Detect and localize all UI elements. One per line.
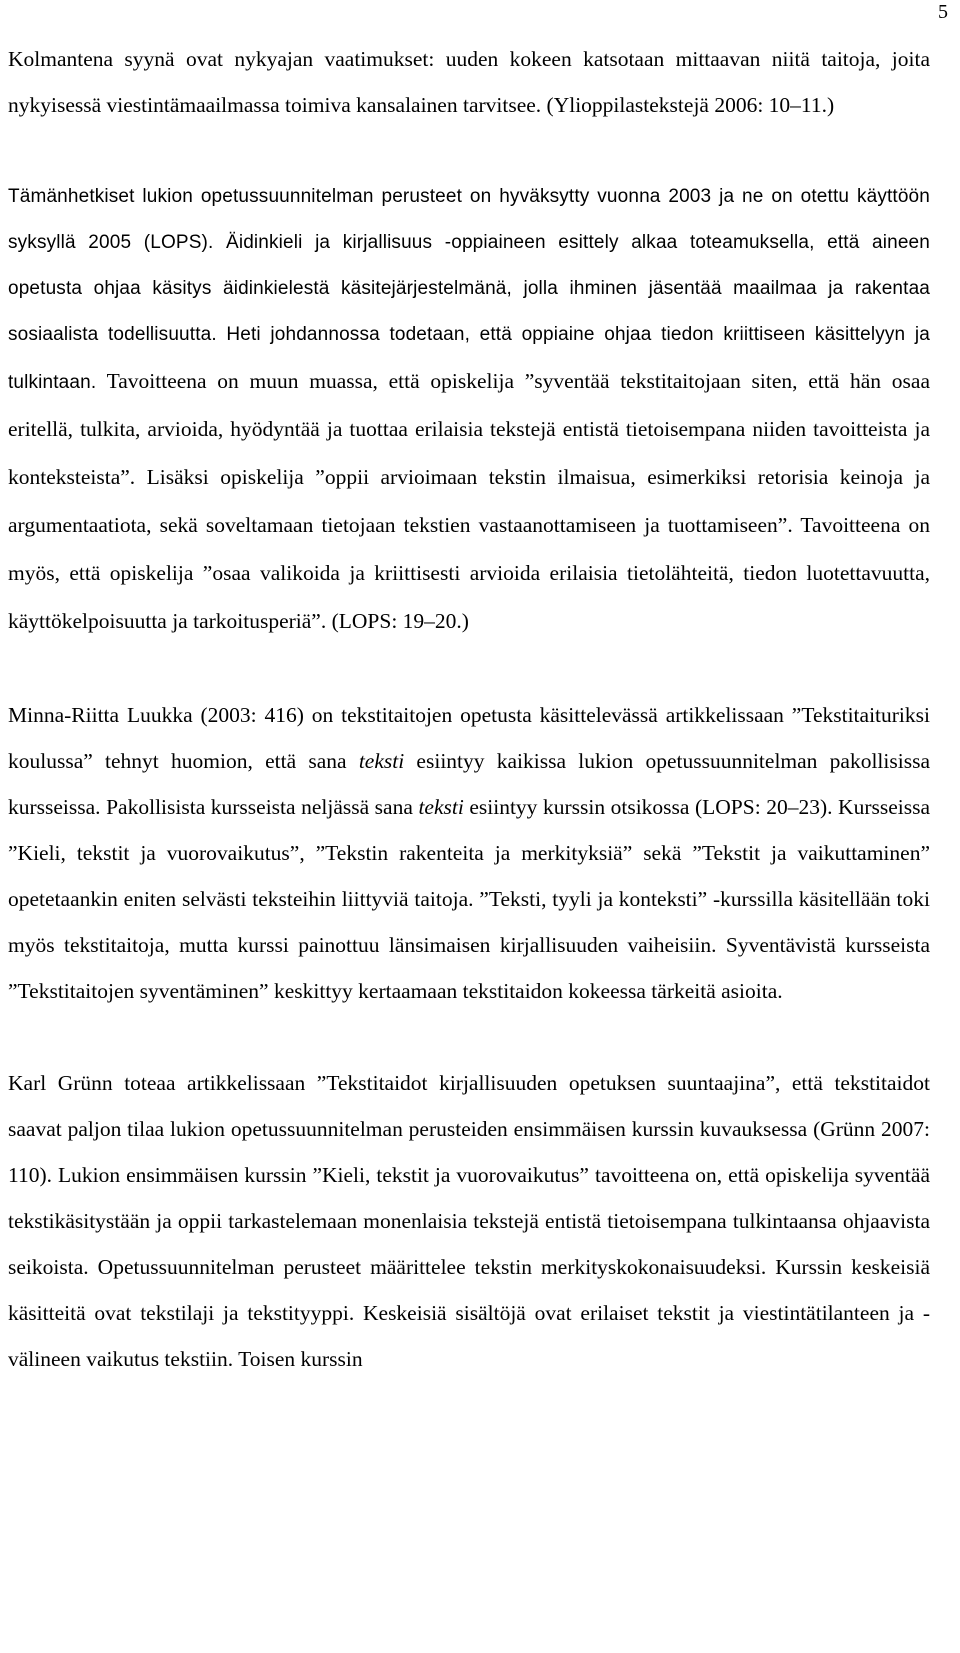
paragraph-2-serif-text: Tavoitteena on muun muassa, että opiskelija ”syventää tekstitaitojaan siten, että hän osaa eritellä, tulkita, arvioida, hyödyntää ja tuottaa erilaisia tekstejä entistä tietoisempana niiden tavoitteista ja konteksteista”. Lisäksi opiskelija ”oppii arvioimaan tekstin ilmaisua, esimerkiksi retorisia keinoja ja argumentaatiota, sekä soveltamaan tietojaan tekstien vastaanottamiseen ja tuottamiseen”. Tavoitteena on myös, että opiskelija ”osaa valikoida ja kriittisesti arvioida erilaisia tietolähteitä, tiedon luotettavuutta, käyttökelpoisuutta ja tarkoitusperiä”. (LOPS: 19–20.) xyxy=(8,369,930,633)
paragraph-3-italic-term-1: teksti xyxy=(358,749,405,773)
paragraph-2-sans-text: Tämänhetkiset lukion opetussuunnitelman perusteet on hyväksytty vuonna 2003 ja ne on otettu käyttöön syksyllä 2005 (LOPS). Äidinkieli ja kirjallisuus -oppiaineen esittely alkaa toteamuksella, että aineen opetusta ohjaa käsitys äidinkielestä käsitejärjestelmänä, jolla ihminen jäsentää maailmaa ja rakentaa sosiaalista todellisuutta. Heti johdannossa todetaan, että oppiaine ohjaa tiedon kriittiseen käsittelyyn ja tulkintaan. xyxy=(8,186,930,393)
document-body xyxy=(8,36,930,1428)
page-number: 5 xyxy=(938,1,948,23)
paragraph-3-text-3: esiintyy kurssin otsikossa (LOPS: 20–23). Kursseissa ”Kieli, tekstit ja vuorovaikutus”, ”Tekstin rakenteita ja merkityksiä” sekä ”Tekstit ja vaikuttaminen” opetetaankin eniten selvästi teksteihin liittyviä taitoja. ”Teksti, tyyli ja konteksti” -kurssilla käsitellään toki myös tekstitaitoja, mutta kurssi painottuu länsimaisen kirjallisuuden vaiheisiin. Syventävistä kursseista ”Tekstitaitojen syventäminen” keskittyy kertaamaan tekstitaidon kokeessa tärkeitä asioita. xyxy=(8,795,931,1003)
paragraph-4: Karl Grünn toteaa artikkelissaan ”Tekstitaidot kirjallisuuden opetuksen suuntaajina”, että tekstitaidot saavat paljon tilaa lukion opetussuunnitelman perusteiden ensimmäisen kurssin kuvauksessa (Grünn 2007: 110). Lukion ensimmäisen kurssin ”Kieli, tekstit ja vuorovaikutus” tavoitteena on, että opiskelija syventää tekstikäsitystään ja oppii tarkastelemaan monenlaisia tekstejä entistä tietoisempana tulkintaansa ohjaavista seikoista. Opetussuunnitelman perusteet määrittelee tekstin merkityskokonaisuudeksi. Kurssin keskeisiä käsitteitä ovat tekstilaji ja tekstityyppi. Keskeisiä sisältöjä ovat erilaiset tekstit ja viestintätilanteen ja -välineen vaikutus tekstiin. Toisen kurssin xyxy=(8,1071,930,1371)
paragraph-2 xyxy=(8,174,930,646)
paragraph-3-text-2: esiintyy kaikissa lukion opetussuunnitelman pakollisissa kursseissa. Pakollisista kursseista neljässä sana xyxy=(8,749,930,819)
paragraph-1: Kolmantena syynä ovat nykyajan vaatimukset: uuden kokeen katsotaan mittaavan niitä taitoja, joita nykyisessä viestintämaailmassa toimiva kansalainen tarvitsee. (Ylioppilastekstejä 2006: 10–11.) xyxy=(8,47,930,117)
paragraph-3-text-1: Minna-Riitta Luukka (2003: 416) on tekstitaitojen opetusta käsittelevässä artikkelissaan ”Tekstitaituriksi koulussa” tehnyt huomion, että sana xyxy=(8,703,930,773)
paragraph-3 xyxy=(8,692,930,1014)
paragraph-3-italic-term-2: teksti xyxy=(418,795,464,819)
